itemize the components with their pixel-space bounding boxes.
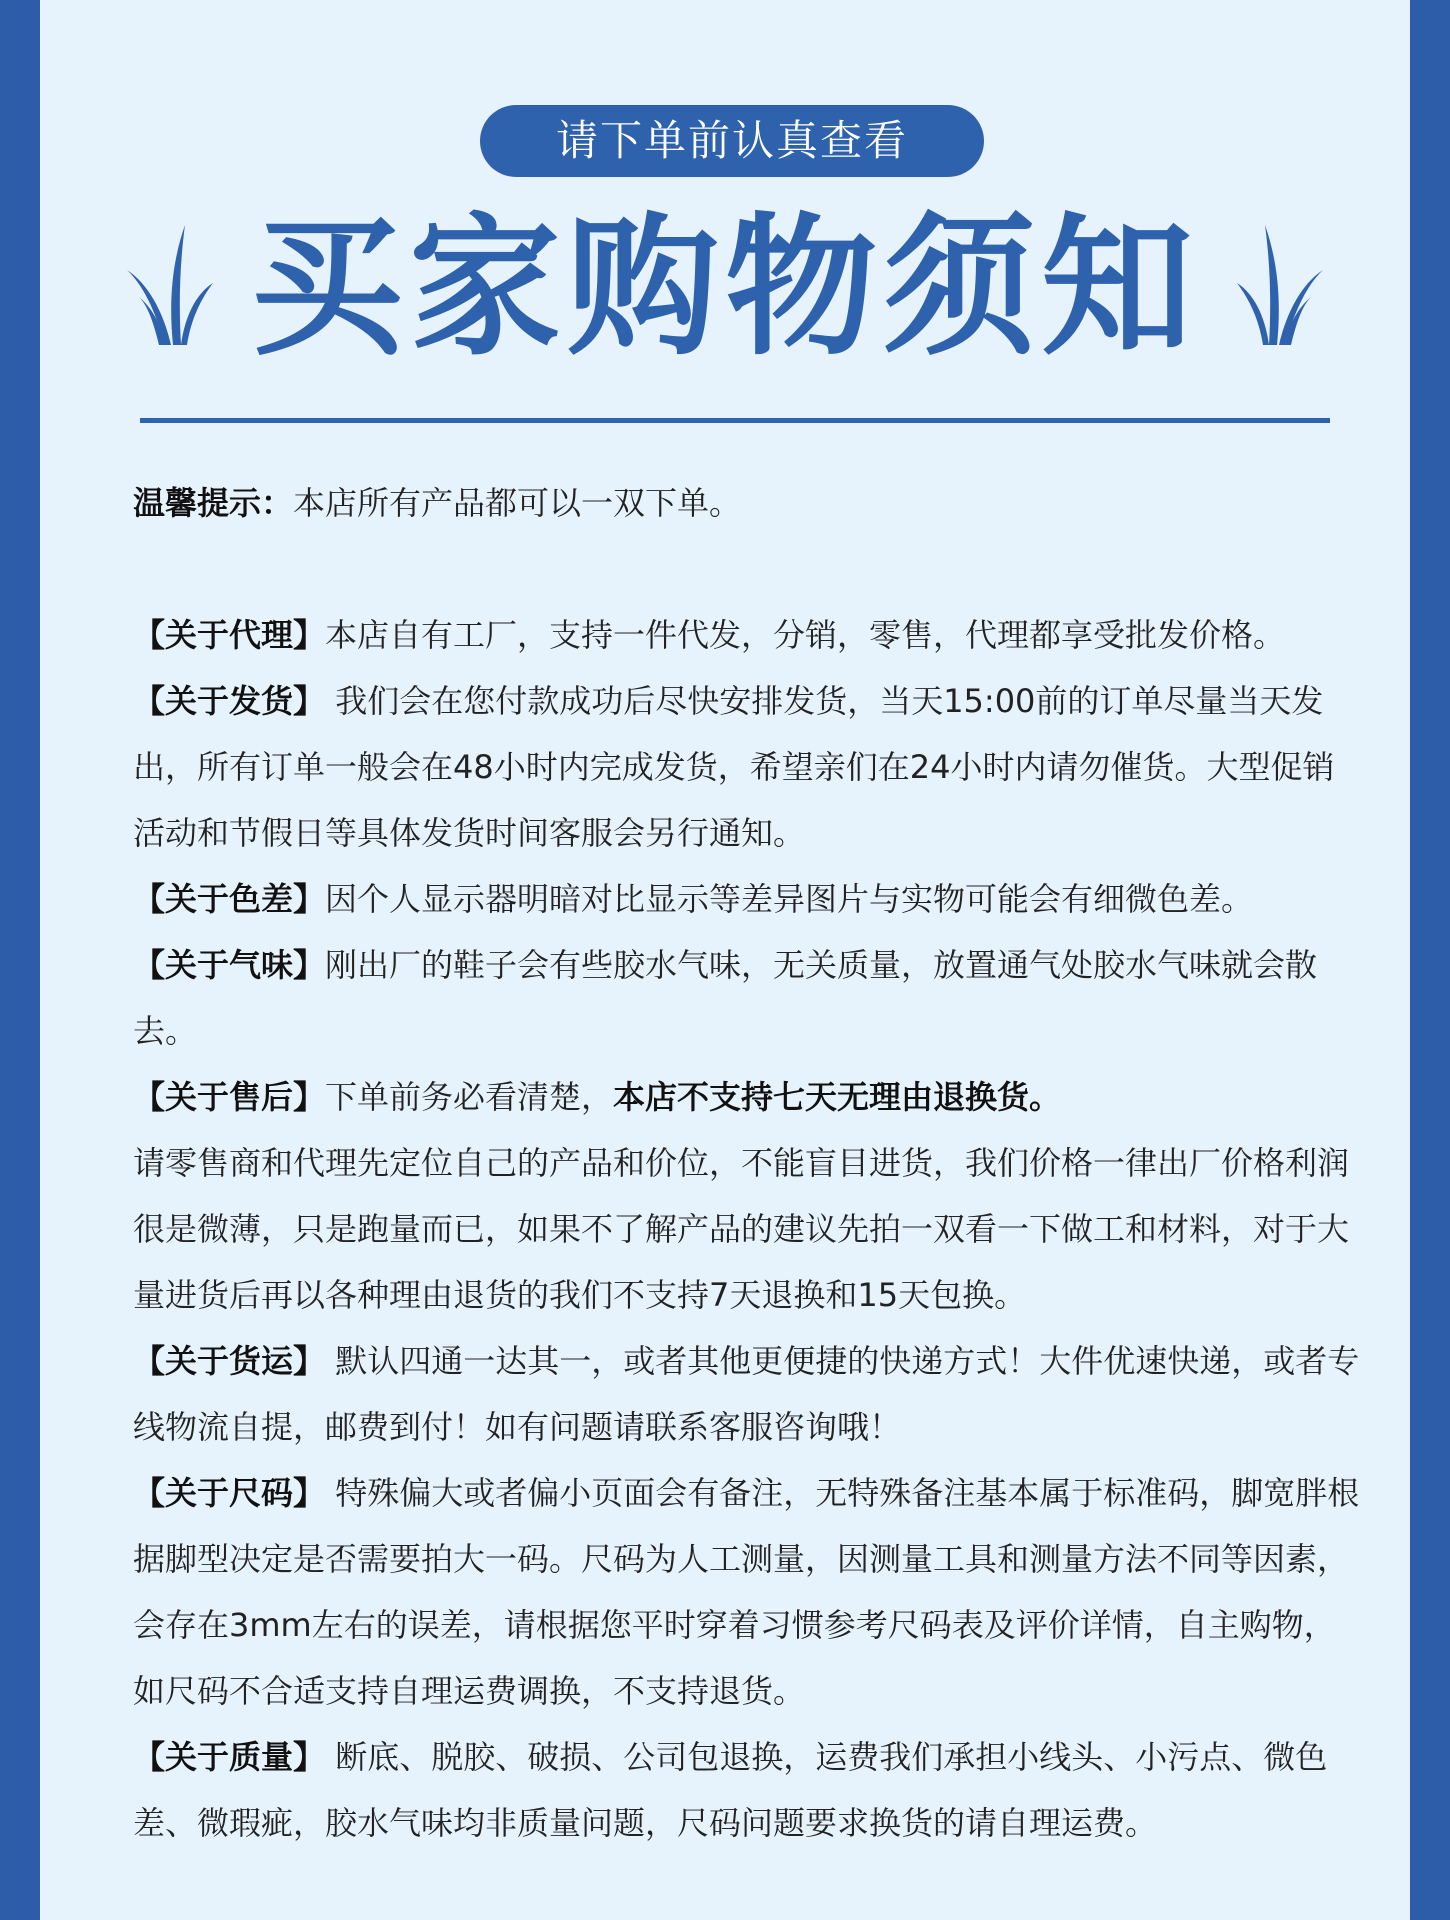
section-aftersale-extra: 请零售商和代理先定位自己的产品和价位，不能盲目进货，我们价格一律出厂价格利润很是微薄，只是跑量而已，如果不了解产品的建议先拍一双看一下做工和材料，对于大量进货后再以各种理由退货的我们不支持7天退换和15天包换。	[133, 1144, 1350, 1314]
section-label: 【关于售后】	[133, 1078, 326, 1116]
section-text: 断底、脱胶、破损、公司包退换，运费我们承担小线头、小污点、微色差、微瑕疵，胶水气味均非质量问题，尺码问题要求换货的请自理运费。	[133, 1738, 1328, 1842]
section-label: 【关于货运】	[133, 1342, 326, 1380]
section-text: 刚出厂的鞋子会有些胶水气味，无关质量，放置通气处胶水气味就会散去。	[133, 946, 1318, 1050]
section-text: 因个人显示器明暗对比显示等差异图片与实物可能会有细微色差。	[325, 880, 1254, 918]
section-text: 本店自有工厂，支持一件代发，分销，零售，代理都享受批发价格。	[325, 616, 1286, 654]
section-text: 特殊偏大或者偏小页面会有备注，无特殊备注基本属于标准码，脚宽胖根据脚型决定是否需要拍大一码。尺码为人工测量，因测量工具和测量方法不同等因素，会存在3mm左右的误差，请根据您平时穿着习惯参考尺码表及评价详情，自主购物，如尺码不合适支持自理运费调换，不支持退货。	[133, 1474, 1360, 1710]
section-shipping	[133, 668, 1363, 866]
title-divider	[140, 418, 1330, 423]
section-aftersale	[133, 1064, 1363, 1130]
grass-right-icon	[1235, 215, 1325, 345]
section-quality	[133, 1724, 1363, 1856]
section-label: 【关于尺码】	[133, 1474, 326, 1512]
tip-text: 本店所有产品都可以一双下单。	[293, 484, 742, 522]
section-label: 【关于色差】	[133, 880, 326, 918]
grass-left-icon	[125, 215, 215, 345]
section-label: 【关于代理】	[133, 616, 326, 654]
section-text: 默认四通一达其一，或者其他更便捷的快递方式！大件优速快递，或者专线物流自提，邮费到付！如有问题请联系客服咨询哦！	[133, 1342, 1360, 1446]
tip-paragraph	[133, 470, 1363, 536]
section-text: 下单前务必看清楚，	[325, 1078, 614, 1116]
section-smell	[133, 932, 1363, 1064]
page-title: 买家购物须知	[251, 199, 1199, 376]
section-label: 【关于气味】	[133, 946, 326, 984]
notice-content	[133, 470, 1363, 1856]
section-color	[133, 866, 1363, 932]
section-label: 【关于发货】	[133, 682, 326, 720]
section-agency	[133, 602, 1363, 668]
notice-card	[40, 0, 1410, 1920]
tip-label: 温馨提示：	[133, 484, 294, 522]
section-bold-text: 本店不支持七天无理由退换货。	[613, 1078, 1062, 1116]
section-label: 【关于质量】	[133, 1738, 326, 1776]
section-freight	[133, 1328, 1363, 1460]
section-size	[133, 1460, 1363, 1724]
section-text: 我们会在您付款成功后尽快安排发货，当天15:00前的订单尽量当天发出，所有订单一般会在48小时内完成发货，希望亲们在24小时内请勿催货。大型促销活动和节假日等具体发货时间客服会另行通知。	[133, 682, 1335, 852]
header-badge: 请下单前认真查看	[480, 105, 984, 177]
